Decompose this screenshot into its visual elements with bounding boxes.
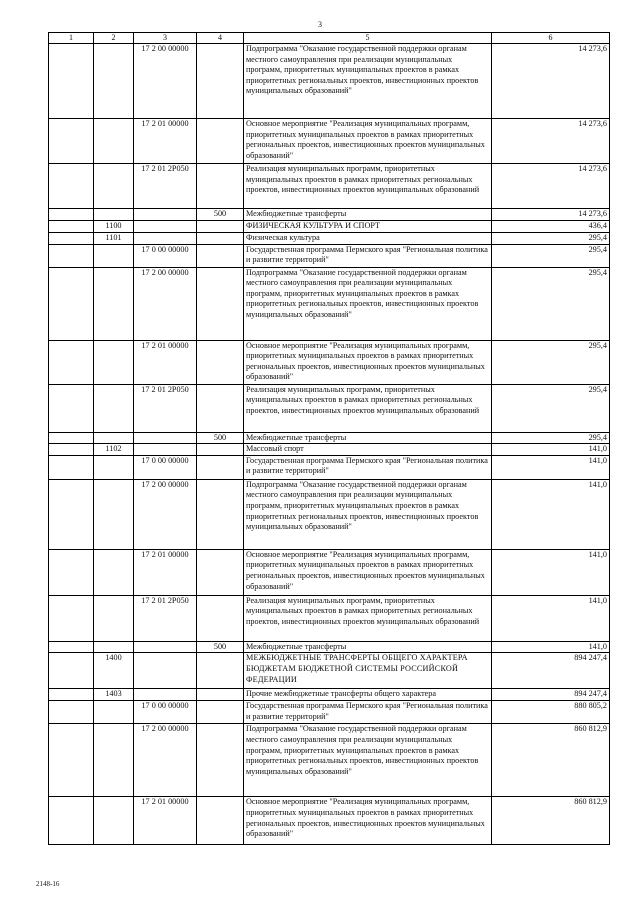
table-row bbox=[49, 432, 610, 444]
amount-cell: 295,4 bbox=[492, 340, 610, 384]
amount-cell: 295,4 bbox=[492, 384, 610, 432]
target-article-cell: 17 2 01 2Р050 bbox=[134, 384, 197, 432]
description-cell: Подпрограмма "Оказание государственной поддержки органам местного самоуправления при реализации муниципальных программ, приоритетных муниципальных проектов в рамках приоритетных региональных проектов, инвестиционных проектов муниципальных образований" bbox=[244, 724, 492, 797]
description-cell: Реализация муниципальных программ, приоритетных муниципальных проектов в рамках приоритетных региональных проектов, инвестиционных проектов муниципальных образований bbox=[244, 164, 492, 209]
target-article-cell bbox=[134, 221, 197, 233]
table-row bbox=[49, 164, 610, 209]
target-article-cell: 17 2 00 00000 bbox=[134, 267, 197, 340]
table-row bbox=[49, 689, 610, 701]
target-article-cell: 17 2 00 00000 bbox=[134, 724, 197, 797]
description-cell: Подпрограмма "Оказание государственной поддержки органам местного самоуправления при реализации муниципальных программ, приоритетных муниципальных проектов в рамках приоритетных региональных проектов, инвестиционных проектов муниципальных образований" bbox=[244, 267, 492, 340]
section-cell bbox=[49, 221, 94, 233]
subsection-cell bbox=[94, 595, 134, 641]
subsection-cell bbox=[94, 164, 134, 209]
expense-type-cell bbox=[197, 267, 244, 340]
section-cell bbox=[49, 244, 94, 267]
expense-type-cell bbox=[197, 653, 244, 689]
target-article-cell bbox=[134, 233, 197, 245]
description-cell: Основное мероприятие "Реализация муниципальных программ, приоритетных муниципальных проектов в рамках приоритетных региональных проектов, инвестиционных проектов муниципальных образований" bbox=[244, 119, 492, 164]
footer-code: 2148-16 bbox=[36, 880, 60, 888]
amount-cell: 295,4 bbox=[492, 233, 610, 245]
subsection-cell bbox=[94, 340, 134, 384]
section-cell bbox=[49, 653, 94, 689]
amount-cell: 14 273,6 bbox=[492, 119, 610, 164]
section-cell bbox=[49, 797, 94, 845]
expense-type-cell bbox=[197, 244, 244, 267]
table-row bbox=[49, 724, 610, 797]
amount-cell: 894 247,4 bbox=[492, 689, 610, 701]
subsection-cell bbox=[94, 641, 134, 653]
amount-cell: 141,0 bbox=[492, 595, 610, 641]
amount-cell: 436,4 bbox=[492, 221, 610, 233]
expense-type-cell bbox=[197, 724, 244, 797]
target-article-cell bbox=[134, 432, 197, 444]
column-header: 2 bbox=[94, 33, 134, 44]
expense-type-cell bbox=[197, 444, 244, 456]
subsection-cell: 1400 bbox=[94, 653, 134, 689]
column-header: 4 bbox=[197, 33, 244, 44]
expense-type-cell bbox=[197, 479, 244, 549]
subsection-cell bbox=[94, 701, 134, 724]
column-header: 1 bbox=[49, 33, 94, 44]
target-article-cell: 17 2 00 00000 bbox=[134, 479, 197, 549]
section-cell bbox=[49, 384, 94, 432]
expense-type-cell bbox=[197, 384, 244, 432]
description-cell: Подпрограмма "Оказание государственной поддержки органам местного самоуправления при реализации муниципальных программ, приоритетных муниципальных проектов в рамках приоритетных региональных проектов, инвестиционных проектов муниципальных образований" bbox=[244, 479, 492, 549]
table-row bbox=[49, 595, 610, 641]
expense-type-cell bbox=[197, 701, 244, 724]
section-cell bbox=[49, 164, 94, 209]
amount-cell: 860 812,9 bbox=[492, 724, 610, 797]
expense-type-cell bbox=[197, 340, 244, 384]
description-cell: Реализация муниципальных программ, приоритетных муниципальных проектов в рамках приоритетных региональных проектов, инвестиционных проектов муниципальных образований bbox=[244, 595, 492, 641]
section-cell bbox=[49, 455, 94, 479]
section-cell bbox=[49, 44, 94, 119]
section-cell bbox=[49, 119, 94, 164]
description-cell: Государственная программа Пермского края "Региональная политика и развитие территорий" bbox=[244, 455, 492, 479]
subsection-cell bbox=[94, 119, 134, 164]
amount-cell: 14 273,6 bbox=[492, 44, 610, 119]
subsection-cell bbox=[94, 267, 134, 340]
target-article-cell: 17 0 00 00000 bbox=[134, 244, 197, 267]
subsection-cell: 1403 bbox=[94, 689, 134, 701]
amount-cell: 141,0 bbox=[492, 549, 610, 595]
column-header: 6 bbox=[492, 33, 610, 44]
expense-type-cell bbox=[197, 689, 244, 701]
target-article-cell: 17 2 01 00000 bbox=[134, 797, 197, 845]
amount-cell: 141,0 bbox=[492, 641, 610, 653]
table-row bbox=[49, 221, 610, 233]
description-cell: Межбюджетные трансферты bbox=[244, 432, 492, 444]
table-row bbox=[49, 797, 610, 845]
subsection-cell bbox=[94, 244, 134, 267]
table-row bbox=[49, 233, 610, 245]
subsection-cell: 1101 bbox=[94, 233, 134, 245]
target-article-cell: 17 0 00 00000 bbox=[134, 455, 197, 479]
amount-cell: 14 273,6 bbox=[492, 209, 610, 221]
amount-cell: 141,0 bbox=[492, 455, 610, 479]
column-header: 3 bbox=[134, 33, 197, 44]
description-cell: Подпрограмма "Оказание государственной поддержки органам местного самоуправления при реализации муниципальных программ, приоритетных муниципальных проектов в рамках приоритетных региональных проектов, инвестиционных проектов муниципальных образований" bbox=[244, 44, 492, 119]
target-article-cell bbox=[134, 689, 197, 701]
section-cell bbox=[49, 689, 94, 701]
table-row bbox=[49, 653, 610, 689]
target-article-cell: 17 2 01 2Р050 bbox=[134, 164, 197, 209]
target-article-cell: 17 2 01 00000 bbox=[134, 119, 197, 164]
target-article-cell bbox=[134, 209, 197, 221]
table-row bbox=[49, 701, 610, 724]
expense-type-cell bbox=[197, 549, 244, 595]
amount-cell: 894 247,4 bbox=[492, 653, 610, 689]
subsection-cell bbox=[94, 209, 134, 221]
amount-cell: 141,0 bbox=[492, 479, 610, 549]
subsection-cell bbox=[94, 724, 134, 797]
table-row bbox=[49, 549, 610, 595]
target-article-cell: 17 2 01 00000 bbox=[134, 340, 197, 384]
amount-cell: 14 273,6 bbox=[492, 164, 610, 209]
column-header-row bbox=[49, 33, 610, 44]
subsection-cell: 1102 bbox=[94, 444, 134, 456]
amount-cell: 860 812,9 bbox=[492, 797, 610, 845]
description-cell: МЕЖБЮДЖЕТНЫЕ ТРАНСФЕРТЫ ОБЩЕГО ХАРАКТЕРА БЮДЖЕТАМ БЮДЖЕТНОЙ СИСТЕМЫ РОССИЙСКОЙ ФЕДЕРАЦИИ bbox=[244, 653, 492, 689]
page-number: 3 bbox=[318, 20, 322, 29]
target-article-cell bbox=[134, 653, 197, 689]
budget-table bbox=[48, 32, 610, 845]
table-row bbox=[49, 209, 610, 221]
expense-type-cell bbox=[197, 455, 244, 479]
section-cell bbox=[49, 549, 94, 595]
table-row bbox=[49, 244, 610, 267]
subsection-cell: 1100 bbox=[94, 221, 134, 233]
expense-type-cell: 500 bbox=[197, 432, 244, 444]
description-cell: Основное мероприятие "Реализация муниципальных программ, приоритетных муниципальных проектов в рамках приоритетных региональных проектов, инвестиционных проектов муниципальных образований" bbox=[244, 797, 492, 845]
amount-cell: 295,4 bbox=[492, 432, 610, 444]
section-cell bbox=[49, 209, 94, 221]
table-row bbox=[49, 455, 610, 479]
expense-type-cell bbox=[197, 233, 244, 245]
table-row bbox=[49, 340, 610, 384]
subsection-cell bbox=[94, 455, 134, 479]
target-article-cell bbox=[134, 444, 197, 456]
table-row bbox=[49, 479, 610, 549]
table-row bbox=[49, 641, 610, 653]
target-article-cell: 17 2 01 2Р050 bbox=[134, 595, 197, 641]
expense-type-cell bbox=[197, 797, 244, 845]
expense-type-cell bbox=[197, 595, 244, 641]
description-cell: Государственная программа Пермского края "Региональная политика и развитие территорий" bbox=[244, 701, 492, 724]
section-cell bbox=[49, 340, 94, 384]
description-cell: Массовый спорт bbox=[244, 444, 492, 456]
target-article-cell bbox=[134, 641, 197, 653]
section-cell bbox=[49, 267, 94, 340]
description-cell: Государственная программа Пермского края "Региональная политика и развитие территорий" bbox=[244, 244, 492, 267]
description-cell: ФИЗИЧЕСКАЯ КУЛЬТУРА И СПОРТ bbox=[244, 221, 492, 233]
description-cell: Межбюджетные трансферты bbox=[244, 641, 492, 653]
expense-type-cell: 500 bbox=[197, 641, 244, 653]
table-row bbox=[49, 384, 610, 432]
table-row bbox=[49, 44, 610, 119]
expense-type-cell bbox=[197, 221, 244, 233]
section-cell bbox=[49, 479, 94, 549]
amount-cell: 880 805,2 bbox=[492, 701, 610, 724]
subsection-cell bbox=[94, 432, 134, 444]
description-cell: Основное мероприятие "Реализация муниципальных программ, приоритетных муниципальных проектов в рамках приоритетных региональных проектов, инвестиционных проектов муниципальных образований" bbox=[244, 340, 492, 384]
description-cell: Основное мероприятие "Реализация муниципальных программ, приоритетных муниципальных проектов в рамках приоритетных региональных проектов, инвестиционных проектов муниципальных образований" bbox=[244, 549, 492, 595]
column-header: 5 bbox=[244, 33, 492, 44]
description-cell: Реализация муниципальных программ, приоритетных муниципальных проектов в рамках приоритетных региональных проектов, инвестиционных проектов муниципальных образований bbox=[244, 384, 492, 432]
table-row bbox=[49, 444, 610, 456]
amount-cell: 295,4 bbox=[492, 267, 610, 340]
table-row bbox=[49, 267, 610, 340]
description-cell: Прочие межбюджетные трансферты общего характера bbox=[244, 689, 492, 701]
section-cell bbox=[49, 701, 94, 724]
amount-cell: 141,0 bbox=[492, 444, 610, 456]
subsection-cell bbox=[94, 44, 134, 119]
description-cell: Межбюджетные трансферты bbox=[244, 209, 492, 221]
expense-type-cell bbox=[197, 44, 244, 119]
section-cell bbox=[49, 432, 94, 444]
subsection-cell bbox=[94, 549, 134, 595]
target-article-cell: 17 0 00 00000 bbox=[134, 701, 197, 724]
section-cell bbox=[49, 724, 94, 797]
section-cell bbox=[49, 595, 94, 641]
expense-type-cell: 500 bbox=[197, 209, 244, 221]
description-cell: Физическая культура bbox=[244, 233, 492, 245]
amount-cell: 295,4 bbox=[492, 244, 610, 267]
target-article-cell: 17 2 00 00000 bbox=[134, 44, 197, 119]
expense-type-cell bbox=[197, 164, 244, 209]
table-row bbox=[49, 119, 610, 164]
expense-type-cell bbox=[197, 119, 244, 164]
section-cell bbox=[49, 233, 94, 245]
target-article-cell: 17 2 01 00000 bbox=[134, 549, 197, 595]
subsection-cell bbox=[94, 479, 134, 549]
section-cell bbox=[49, 641, 94, 653]
section-cell bbox=[49, 444, 94, 456]
subsection-cell bbox=[94, 384, 134, 432]
subsection-cell bbox=[94, 797, 134, 845]
